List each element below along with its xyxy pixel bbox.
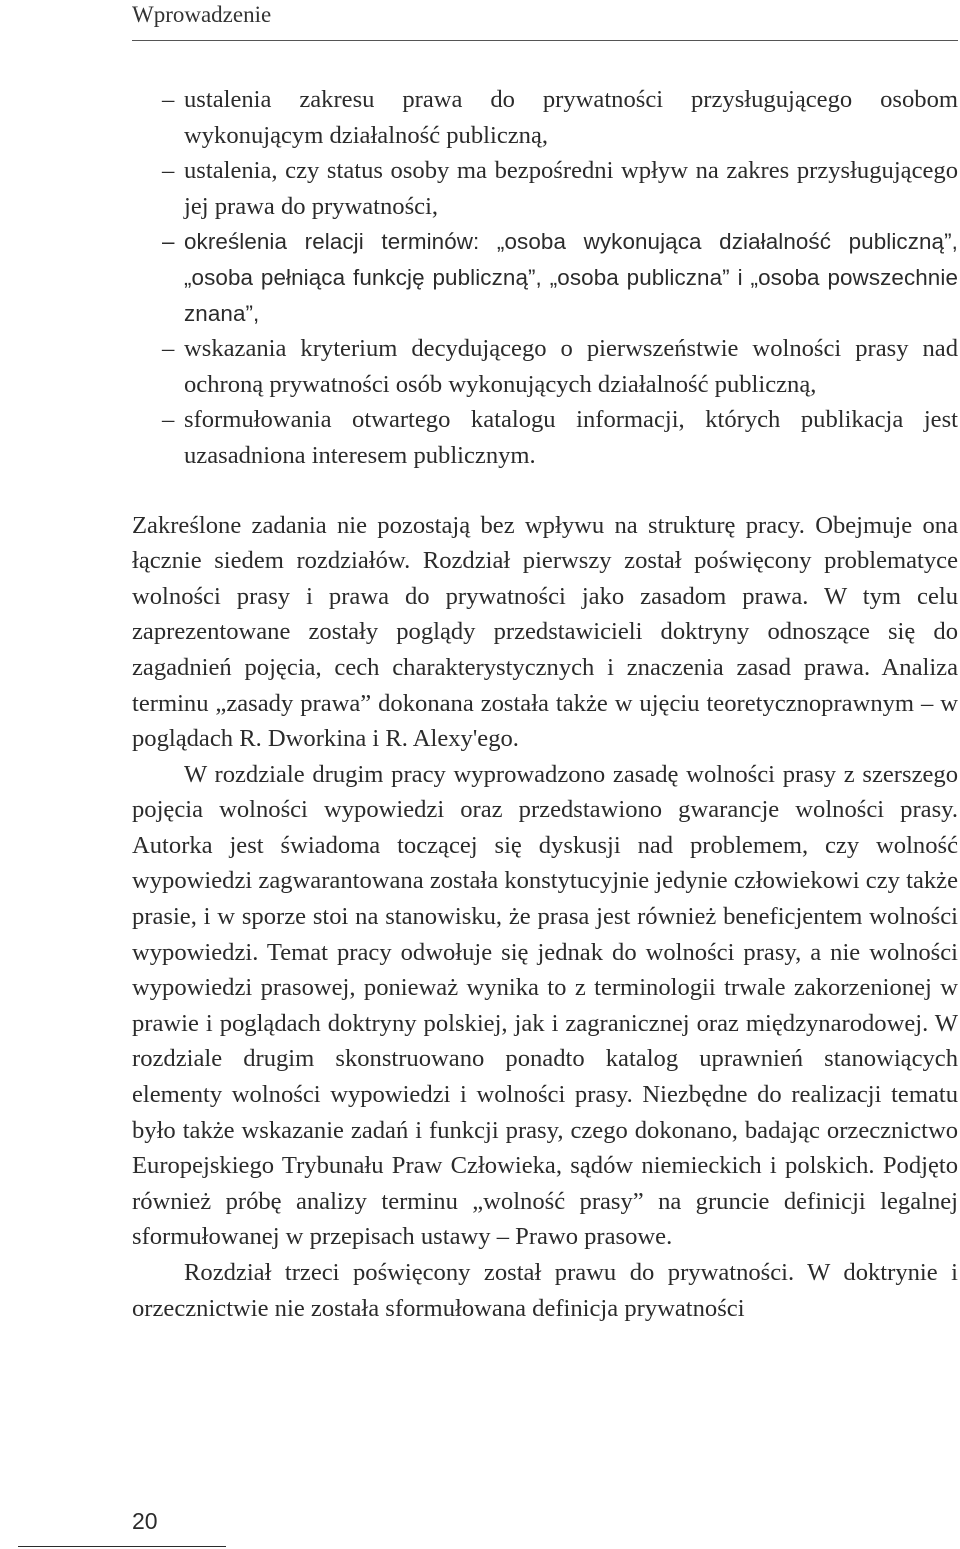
list-dash: – <box>162 86 175 113</box>
list-item <box>132 224 958 331</box>
list-item-text: wskazania kryterium decydującego o pierwszeństwie wolności prasy nad ochroną prywatności osób wykonujących działalność publiczną, <box>184 335 958 398</box>
list-item <box>132 331 958 402</box>
page-number: 20 <box>132 1508 158 1534</box>
body-paragraph: Rozdział trzeci poświęcony został prawu do prywatności. W doktrynie i orzecznictwie nie została sformułowana definicja prywatności <box>132 1259 958 1322</box>
list-item <box>132 402 958 473</box>
body-paragraph: W rozdziale drugim pracy wyprowadzono zasadę wolności prasy z szerszego pojęcia wolności wypowiedzi oraz przedstawiono gwarancje wolności prasy. Autorka jest świadoma toczącej się dyskusji nad problemem, czy wolność wypowiedzi zagwarantowana została konstytucyjnie jedynie człowiekowi czy także prasie, i w sporze stoi na stanowisku, że prasa jest również beneficjentem wolności wypowiedzi. Temat pracy odwołuje się jednak do wolności prasy, a nie wolności wypowiedzi prasowej, ponieważ wynika to z terminologii trwale zakorzenionej w prawie i poglądach doktryny polskiej, jak i zagranicznej oraz międzynarodowej. W rozdziale drugim skonstruowano ponadto katalog uprawnień stanowiących elementy wolności wypowiedzi i wolności prasy. Niezbędne do realizacji tematu było także wskazanie zadań i funkcji prasy, czego dokonano, badając orzecznictwo Europejskiego Trybunału Praw Człowieka, sądów niemieckich i polskich. Podjęto również próbę analizy terminu „wolność prasy” na gruncie definicji legalnej sformułowanej w przepisach ustawy – Prawo prasowe. <box>132 760 958 1251</box>
header-rule <box>132 40 958 41</box>
list-dash: – <box>162 335 175 363</box>
list-item-text: ustalenia zakresu prawa do prywatności przysługującego osobom wykonującym działalność publiczną, <box>184 86 958 149</box>
list-item-text: ustalenia, czy status osoby ma bezpośredni wpływ na zakres przysługującego jej prawa do prywatności, <box>184 157 958 220</box>
objectives-list <box>132 82 958 474</box>
body-paragraph: Zakreślone zadania nie pozostają bez wpływu na strukturę pracy. Obejmuje ona łącznie siedem rozdziałów. Rozdział pierwszy został poświęcony problematyce wolności prasy i prawa do prywatności jako zasadom prawa. W tym celu zaprezentowane zostały poglądy przedstawicieli doktryny odnoszące się do zagadnień pojęcia, cech charakterystycznych i znaczenia zasad prawa. Analiza terminu „zasady prawa” dokonana została także w ujęciu teoretycznoprawnym – w poglądach R. Dworkina i R. Alexy'ego. <box>132 511 958 753</box>
list-dash: – <box>162 229 175 255</box>
list-dash: – <box>162 157 175 185</box>
list-item-text: określenia relacji terminów: „osoba wykonująca działalność publiczną”, „osoba pełniąca funkcję publiczną”, „osoba publiczna” i „osoba powszechnie znana”, <box>184 229 958 326</box>
footer-rule <box>18 1546 226 1547</box>
list-item <box>132 153 958 224</box>
page-body <box>132 82 958 1326</box>
list-dash: – <box>162 406 175 434</box>
list-item <box>132 82 958 153</box>
running-head: Wprowadzenie <box>132 2 272 27</box>
list-item-text: sformułowania otwartego katalogu informacji, których publikacja jest uzasadniona interesem publicznym. <box>184 406 958 469</box>
